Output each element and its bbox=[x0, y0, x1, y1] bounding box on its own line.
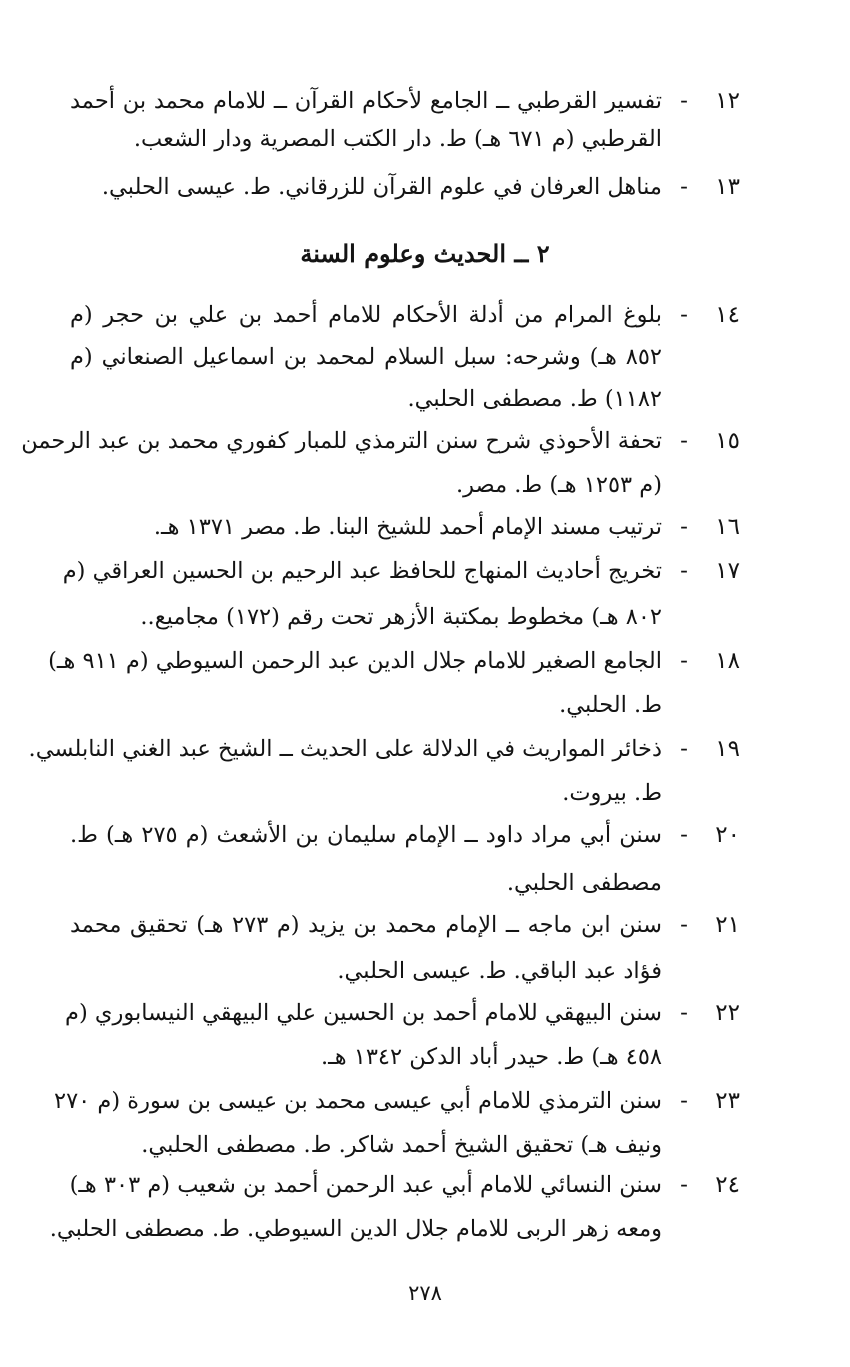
section-heading: ٢ ــ الحديث وعلوم السنة bbox=[300, 239, 550, 268]
entry-dash: - bbox=[680, 174, 688, 200]
bibliography-entry-24 bbox=[49, 1170, 740, 1250]
entry-number: ١٩ bbox=[715, 736, 740, 762]
bibliography-entry-20 bbox=[70, 820, 740, 900]
entry-line: القرطبي (م ٦٧١ هـ) ط. دار الكتب المصرية ودار الشعب. bbox=[133, 126, 662, 152]
entry-number: ١٣ bbox=[715, 174, 740, 200]
entry-number: ١٤ bbox=[715, 302, 740, 328]
entry-number: ١٢ bbox=[715, 88, 740, 114]
bibliography-entry-19 bbox=[28, 734, 740, 812]
entry-line: بلوغ المرام من أدلة الأحكام للامام أحمد بن علي بن حجر (م bbox=[70, 302, 662, 328]
entry-line: الجامع الصغير للامام جلال الدين عبد الرحمن السيوطي (م ٩١١ هـ) bbox=[48, 648, 662, 674]
entry-dash: - bbox=[680, 428, 688, 454]
entry-line: تحفة الأحوذي شرح سنن الترمذي للمبار كفوري محمد بن عبد الرحمن bbox=[21, 428, 662, 454]
entry-dash: - bbox=[680, 736, 688, 762]
entry-line: مناهل العرفان في علوم القرآن للزرقاني. ط. عيسى الحلبي. bbox=[101, 174, 662, 200]
entry-dash: - bbox=[680, 1000, 688, 1026]
bibliography-entry-21 bbox=[70, 910, 740, 986]
entry-dash: - bbox=[680, 302, 688, 328]
bibliography-entry-12 bbox=[70, 86, 740, 156]
entry-line: سنن الترمذي للامام أبي عيسى محمد بن عيسى بن سورة (م ٢٧٠ bbox=[54, 1088, 662, 1114]
entry-line: ١١٨٢) ط. مصطفى الحلبي. bbox=[407, 386, 662, 412]
entry-dash: - bbox=[680, 1172, 688, 1198]
bibliography-entry-17 bbox=[62, 556, 740, 632]
entry-line: ط. بيروت. bbox=[562, 780, 662, 806]
entry-dash: - bbox=[680, 912, 688, 938]
bibliography-entry-14 bbox=[70, 300, 740, 414]
bibliography-entry-22 bbox=[65, 998, 740, 1074]
entry-line: ٨٥٢ هـ) وشرحه: سبل السلام لمحمد بن اسماعيل الصنعاني (م bbox=[70, 344, 662, 370]
entry-dash: - bbox=[680, 514, 688, 540]
entry-line: (م ١٢٥٣ هـ) ط. مصر. bbox=[455, 472, 662, 498]
entry-dash: - bbox=[680, 88, 688, 114]
entry-line: سنن ابن ماجه ــ الإمام محمد بن يزيد (م ٢٧٣ هـ) تحقيق محمد bbox=[70, 912, 662, 938]
entry-number: ١٥ bbox=[715, 428, 740, 454]
entry-line: ومعه زهر الربى للامام جلال الدين السيوطي. ط. مصطفى الحلبي. bbox=[49, 1216, 662, 1242]
entry-line: سنن البيهقي للامام أحمد بن الحسين علي البيهقي النيسابوري (م bbox=[65, 1000, 662, 1026]
entry-dash: - bbox=[680, 648, 688, 674]
entry-line: فؤاد عبد الباقي. ط. عيسى الحلبي. bbox=[337, 958, 662, 984]
entry-line: ونيف هـ) تحقيق الشيخ أحمد شاكر. ط. مصطفى الحلبي. bbox=[141, 1132, 662, 1158]
bibliography-entry-16 bbox=[70, 512, 740, 544]
entry-line: ط. الحلبي. bbox=[559, 692, 662, 718]
bibliography-entry-23 bbox=[54, 1086, 740, 1162]
entry-number: ٢٢ bbox=[715, 1000, 740, 1026]
entry-line: ٨٠٢ هـ) مخطوط بمكتبة الأزهر تحت رقم (١٧٢) مجاميع.. bbox=[140, 604, 662, 630]
entry-number: ١٨ bbox=[715, 648, 740, 674]
entry-line: سنن النسائي للامام أبي عبد الرحمن أحمد بن شعيب (م ٣٠٣ هـ) bbox=[69, 1172, 662, 1198]
entry-number: ٢١ bbox=[715, 912, 740, 938]
page-number: ٢٧٨ bbox=[408, 1281, 442, 1305]
entry-line: تخريج أحاديث المنهاج للحافظ عبد الرحيم بن الحسين العراقي (م bbox=[62, 558, 662, 584]
bibliography-entry-15 bbox=[21, 426, 740, 500]
entry-number: ٢٠ bbox=[715, 822, 740, 848]
entry-number: ٢٣ bbox=[715, 1088, 740, 1114]
entry-number: ١٧ bbox=[715, 558, 740, 584]
entry-line: ترتيب مسند الإمام أحمد للشيخ البنا. ط. مصر ١٣٧١ هـ. bbox=[153, 514, 662, 540]
entry-dash: - bbox=[680, 558, 688, 584]
bibliography-entry-18 bbox=[48, 646, 740, 724]
entry-line: ٤٥٨ هـ) ط. حيدر أباد الدكن ١٣٤٢ هـ. bbox=[320, 1044, 662, 1070]
entry-line: مصطفى الحلبي. bbox=[506, 870, 662, 896]
entry-number: ٢٤ bbox=[715, 1172, 740, 1198]
bibliography-entry-13 bbox=[70, 172, 740, 204]
entry-dash: - bbox=[680, 1088, 688, 1114]
entry-line: تفسير القرطبي ــ الجامع لأحكام القرآن ــ للامام محمد بن أحمد bbox=[70, 88, 662, 114]
entry-dash: - bbox=[680, 822, 688, 848]
entry-line: سنن أبي مراد داود ــ الإمام سليمان بن الأشعث (م ٢٧٥ هـ) ط. bbox=[70, 822, 662, 848]
entry-line: ذخائر المواريث في الدلالة على الحديث ــ الشيخ عبد الغني النابلسي. bbox=[28, 736, 662, 762]
entry-number: ١٦ bbox=[715, 514, 740, 540]
